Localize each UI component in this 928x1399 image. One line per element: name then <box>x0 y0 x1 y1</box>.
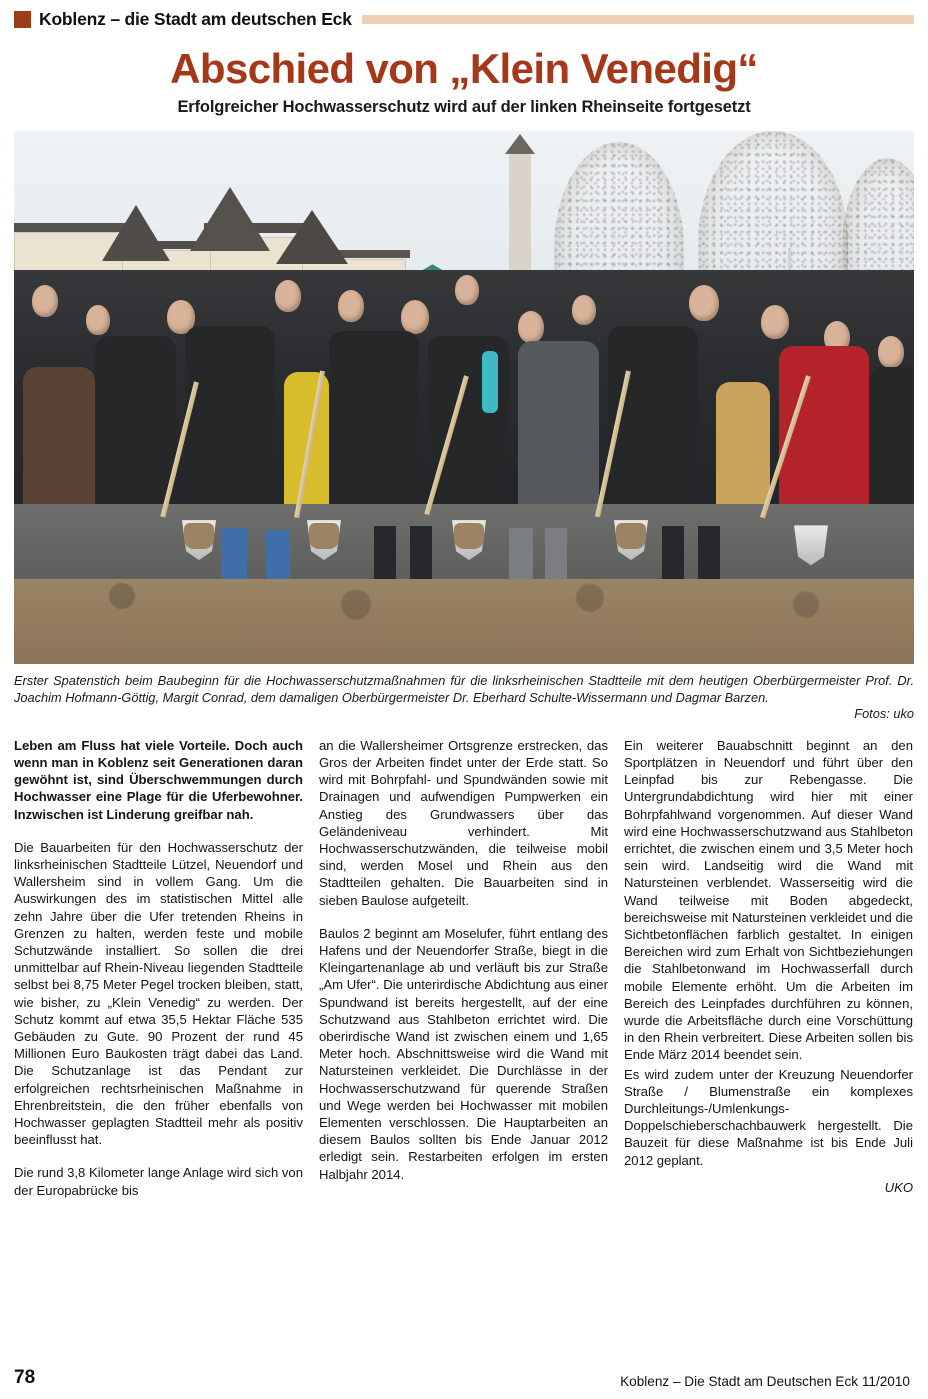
author-signature: UKO <box>884 1179 913 1195</box>
photo-soil-mound <box>14 579 914 664</box>
accent-square-icon <box>14 11 31 28</box>
photo-credit: Fotos: uko <box>854 706 914 722</box>
article-photo <box>14 131 914 664</box>
article-headline: Abschied von „Klein Venedig“ <box>170 45 758 92</box>
paragraph: Ein weiterer Bauabschnitt beginnt an den Sportplätzen in Neuendorf und führt über den Leinpfad bis zur Rebengasse. Die Untergrundabdichtung wird hier mit einer Bohrpfahlwand vorgenommen. Auf dieser Wand wird eine Hochwasserschutzwand aus Stahlbeton errichtet, die zwischen einem und 3,5 Meter hoch sein wird. Landseitig wird die Wand mit Natursteinen verblendet. Wasserseitig wird die Wand teilweise mit Boden abgedeckt, bereichsweise mit Natursteinen verkleidet und die Sichtbetonflächen farblich gestaltet. In einigen Bereichen wird zum Erhalt von Sichtbeziehungen die Stahlbetonwand im Hochwasserfall durch mobile Elemente erhöht. Um die Arbeiten im Bereich des Leinpfades durchführen zu können, wurde die Arbeitsfläche durch eine Vorschüttung in den Rhein verbreitert. Diese Arbeiten sollen bis Ende März 2014 beendet sein. <box>624 737 913 1063</box>
body-columns <box>14 737 914 1199</box>
photo-caption <box>14 673 914 723</box>
paragraph: Es wird zudem unter der Kreuzung Neuendorfer Straße / Blumenstraße ein komplexes Durchleitungs-/Umlenkungs-Doppelschieberschachbauwerk hergestellt. Die Bauzeit für diese Maßnahme ist bis Ende Juli 2012 geplant. <box>624 1066 913 1168</box>
paragraph: Baulos 2 beginnt am Moselufer, führt entlang des Hafens und der Neuendorfer Straße, biegt in die Kleingartenanlage ab und verläuft bis zur Straße „Am Ufer“. Die unterirdische Abdichtung aus einer Spundwand ist bereits hergestellt, auf der eine Schutzwand aus Stahlbeton errichtet wird. Die oberirdische Wand ist zwischen einem und 1,65 Meter hoch. Abschnittsweise wird die Wand mit Natursteinen verkleidet. Die Durchlässe in der Hochwasserschutzwand für querende Straßen und Wege werden bei Hochwasser mit mobilen Elementen verschlossen. Die Hauptarbeiten an diesem Baulos sollten bis Ende Januar 2012 erledigt sein. Restarbeiten erfolgen im ersten Halbjahr 2014. <box>319 925 608 1182</box>
paragraph: Die Bauarbeiten für den Hochwasserschutz der linksrheinischen Stadtteile Lützel, Neuendorf und Wallersheim sind in vollem Gang. Um die Auswirkungen des im statistischen Mittel alle zehn Jahre über die Ufer tretenden Rheins in Grenzen zu halten, werden feste und mobile Schutzwände installiert. So sollen die drei unmittelbar auf Rhein-Niveau liegenden Stadtteile selbst bei 8,75 Meter Pegel trocken bleiben, statt, wie bisher, zu „Klein Venedig“ zu werden. Der Schutz kommt auf etwa 35,5 Hektar Fläche 535 Gebäuden zu Gute. 90 Prozent der rund 45 Millionen Euro Baukosten trägt dabei das Land. Die Schutzanlage ist das Pendant zur erfolgreichen rechtsrheinischen Maßnahme in Ehrenbreitstein, die den früher ebenfalls von Hochwasser geplagten Stadtteil mehr als positiv beeinflusst hat. <box>14 839 303 1148</box>
photo-caption-text: Erster Spatenstich beim Baubeginn für die Hochwasserschutzmaßnahmen für die linksrheinischen Stadtteile mit dem heutigen Oberbürgermeister Prof. Dr. Joachim Hofmann-Göttig, Margit Conrad, dem damaligen Oberbürgermeister Dr. Eberhard Schulte-Wissermann und Dagmar Barzen. <box>14 673 914 705</box>
body-column-1 <box>14 737 303 1199</box>
photo-shovel-2 <box>320 371 326 520</box>
body-column-3 <box>624 737 913 1199</box>
paragraph: an die Wallersheimer Ortsgrenze erstrecken, das Gros der Arbeiten findet unter der Erde statt. So wird mit Bohrpfahl- und Spundwänden sowie mit Drainagen und aufwendigen Pumpwerken ein Anstieg des Grundwassers über das Geländeniveau verhindert. Mit Hochwasserschutzwänden, die teilweise mobil sind, werden Mosel und Rhein aus den Stadtteilen gehalten. Die Bauarbeiten sind in sieben Baulose aufgeteilt. <box>319 737 608 908</box>
running-header-label: Koblenz – die Stadt am deutschen Eck <box>39 8 352 29</box>
header-rule <box>362 15 914 24</box>
paragraph: Die rund 3,8 Kilometer lange Anlage wird sich von der Europabrücke bis <box>14 1165 303 1198</box>
page-footer <box>14 1367 914 1389</box>
running-header <box>14 0 914 30</box>
lead-paragraph: Leben am Fluss hat viele Vorteile. Doch auch wenn man in Koblenz seit Generationen daran gewöhnt ist, sind Überschwemmungen durch Hochwasser eine Plage für die Uferbewohner. Inzwischen ist Linderung greifbar nah. <box>14 737 303 822</box>
photo-shovel-3 <box>464 376 470 520</box>
photo-shovel-5 <box>806 376 812 525</box>
photo-shovel-1 <box>194 382 200 521</box>
photo-shovel-4 <box>626 371 632 520</box>
page-number: 78 <box>14 1367 36 1388</box>
article-subhead: Erfolgreicher Hochwasserschutz wird auf der linken Rheinseite fortgesetzt <box>177 98 751 116</box>
body-column-2 <box>319 737 608 1199</box>
footer-publication-title: Koblenz – Die Stadt am Deutschen Eck 11/2010 <box>620 1374 910 1389</box>
